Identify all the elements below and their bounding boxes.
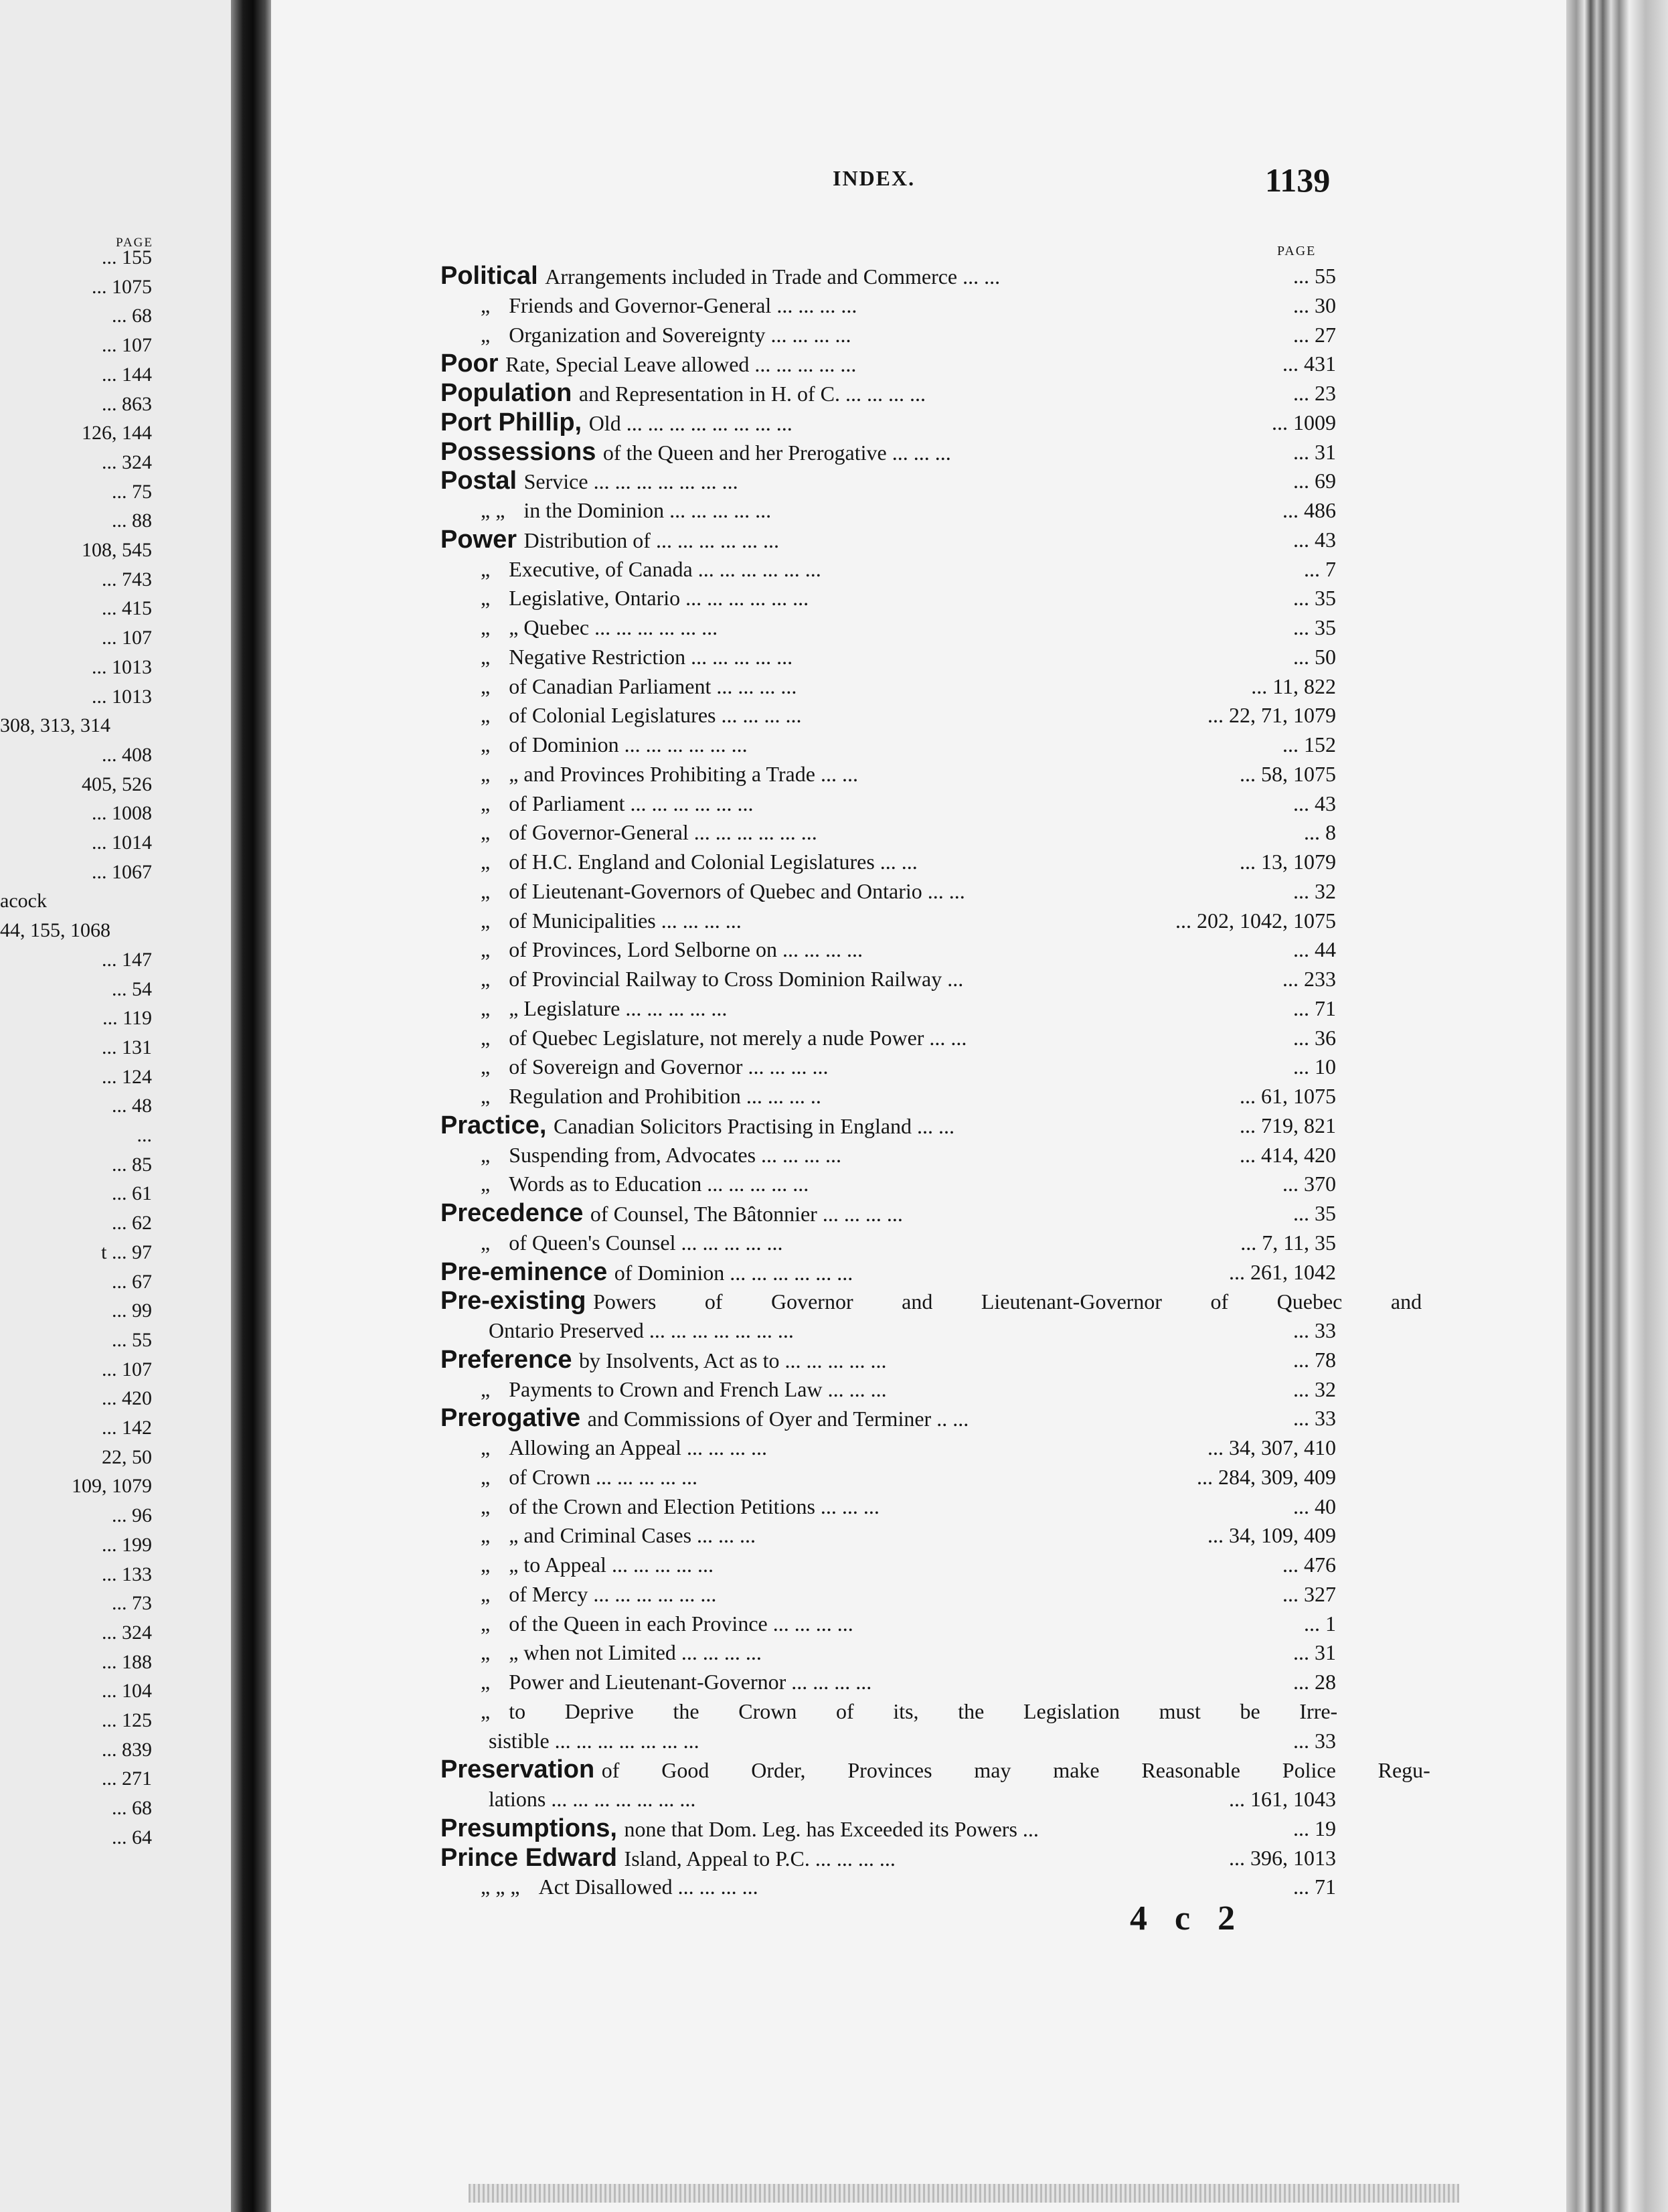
page-reference: ... 202, 1042, 1075 — [1175, 908, 1336, 933]
page-reference: ... 78 — [1293, 1347, 1336, 1372]
left-page-row: ... 107 — [102, 1358, 152, 1380]
index-entry — [440, 1755, 1430, 1784]
entry-text: Suspending from, Advocates ... ... ... ... — [509, 1142, 842, 1167]
page-reference: ... 71 — [1293, 1875, 1336, 1899]
entry-text: to Deprive the Crown of its, the Legislation must be Irre- — [509, 1698, 1338, 1723]
entry-text: Allowing an Appeal ... ... ... ... — [509, 1435, 767, 1459]
left-page-row: ... 1013 — [92, 685, 152, 708]
entry-text: of Governor-General ... ... ... ... ... ... — [509, 820, 817, 845]
entry-text: Powers of Governor and Lieutenant-Governor of Quebec and — [593, 1289, 1422, 1314]
ditto-mark: „ — [481, 1581, 491, 1606]
ditto-mark: „ — [481, 1464, 491, 1489]
ditto-mark: „ — [481, 878, 491, 903]
page-reference: ... 161, 1043 — [1229, 1787, 1336, 1811]
index-entry — [440, 466, 1336, 495]
index-entry — [440, 495, 1336, 525]
page-reference: ... 11, 822 — [1251, 674, 1336, 698]
index-entry — [440, 1550, 1336, 1579]
page-reference: ... 284, 309, 409 — [1197, 1464, 1336, 1489]
index-entry — [440, 1140, 1336, 1170]
left-page-row: ... 147 — [102, 948, 152, 971]
entry-heading: Presumptions, — [440, 1814, 624, 1842]
page-number: 1139 — [1265, 161, 1331, 199]
left-page-row: ... 133 — [102, 1563, 152, 1585]
index-entry — [440, 994, 1336, 1023]
entry-text: by Insolvents, Act as to ... ... ... ... ... — [579, 1348, 887, 1372]
entry-text: Friends and Governor-General ... ... ... ... — [509, 293, 857, 317]
ditto-mark: „ — [481, 732, 491, 757]
book-gutter — [231, 0, 271, 2212]
ditto-mark: „ — [481, 1494, 491, 1518]
ditto-mark: „ — [481, 967, 491, 991]
index-entry — [440, 1316, 1336, 1345]
entry-text: of Sovereign and Governor ... ... ... ... — [509, 1054, 829, 1079]
entry-text: of Canadian Parliament ... ... ... ... — [509, 674, 797, 698]
index-entry — [440, 525, 1336, 554]
page-reference: ... 69 — [1293, 469, 1336, 493]
left-page-row: ... 88 — [112, 509, 152, 532]
ditto-mark: „ — [481, 615, 491, 639]
index-entry — [440, 583, 1336, 613]
page-reference: ... 414, 420 — [1240, 1142, 1336, 1167]
page-reference: ... 43 — [1293, 791, 1336, 815]
entry-text: and Commissions of Oyer and Terminer .. ... — [587, 1407, 969, 1431]
entry-text: sistible ... ... ... ... ... ... ... — [489, 1728, 699, 1753]
ditto-mark: „ — [481, 1230, 491, 1255]
entry-text: „ Legislature ... ... ... ... ... — [509, 996, 728, 1020]
entry-text: Organization and Sovereignty ... ... ... ... — [509, 322, 851, 347]
left-page-row: ... 1008 — [92, 802, 152, 825]
index-entry — [440, 1286, 1422, 1316]
page-reference: ... 27 — [1293, 322, 1336, 347]
ditto-mark: „ — [481, 1670, 491, 1694]
left-page-row: ... 324 — [102, 1621, 152, 1644]
left-page-row: ... 155 — [102, 246, 152, 268]
left-page-row: ... 199 — [102, 1533, 152, 1556]
index-entry — [440, 1052, 1336, 1081]
entry-text: of Municipalities ... ... ... ... — [509, 908, 742, 933]
left-page-row: ... 408 — [102, 743, 152, 766]
left-page-row: ... 125 — [102, 1709, 152, 1731]
left-page-row: ... 839 — [102, 1738, 152, 1761]
entry-text: of Queen's Counsel ... ... ... ... ... — [509, 1230, 783, 1255]
page-reference: ... 327 — [1282, 1581, 1336, 1606]
page-reference: ... 28 — [1293, 1670, 1336, 1694]
index-entry — [440, 1843, 1336, 1873]
entry-text: „ when not Limited ... ... ... ... — [509, 1640, 762, 1665]
page-reference: ... 30 — [1293, 293, 1336, 317]
entry-heading: Prince Edward — [440, 1843, 624, 1872]
left-page-row: 108, 545 — [82, 539, 152, 561]
entry-text: „ Quebec ... ... ... ... ... ... — [509, 615, 718, 639]
entry-text: of Dominion ... ... ... ... ... ... — [614, 1260, 853, 1285]
entry-heading: Practice, — [440, 1111, 554, 1139]
page-reference: ... 35 — [1293, 1201, 1336, 1225]
index-entry — [440, 672, 1336, 701]
left-page-row: ... 61 — [112, 1182, 152, 1205]
ditto-mark: „ — [481, 1435, 491, 1459]
ditto-mark: „ — [481, 908, 491, 933]
ditto-mark: „ — [481, 674, 491, 698]
page-reference: ... 19 — [1293, 1816, 1336, 1840]
page-reference: ... 476 — [1282, 1553, 1336, 1577]
entry-text: in the Dominion ... ... ... ... ... — [523, 498, 772, 522]
page-reference: ... 719, 821 — [1240, 1113, 1336, 1137]
ditto-mark: „ — [481, 556, 491, 581]
left-page-row: 126, 144 — [82, 422, 152, 445]
ditto-mark: „ — [481, 761, 491, 786]
entry-text: of Good Order, Provinces may make Reasonable Police Regu- — [601, 1758, 1430, 1783]
page-reference: ... 34, 109, 409 — [1207, 1523, 1336, 1548]
page-reference: ... 370 — [1282, 1172, 1336, 1196]
index-entry — [440, 1374, 1336, 1404]
index-entry — [440, 1111, 1336, 1140]
left-page-row: ... 324 — [102, 451, 152, 473]
page-reference: ... 1009 — [1272, 410, 1336, 434]
entry-text: Act Disallowed ... ... ... ... — [538, 1875, 758, 1899]
ditto-mark: „ — [481, 1698, 491, 1723]
page-reference: ... 35 — [1293, 615, 1336, 639]
index-entry — [440, 1462, 1336, 1492]
entry-text: Negative Restriction ... ... ... ... ... — [509, 644, 793, 669]
left-page-row: ... 142 — [102, 1417, 152, 1439]
entry-heading: Political — [440, 262, 546, 290]
left-page-row: acock — [0, 890, 47, 913]
entry-text: Power and Lieutenant-Governor ... ... ... ... — [509, 1670, 872, 1694]
page-reference: ... 55 — [1293, 264, 1336, 288]
index-entry — [440, 291, 1336, 320]
page-reference: ... 33 — [1293, 1406, 1336, 1431]
page-reference: ... 1 — [1304, 1611, 1336, 1636]
entry-text: Executive, of Canada ... ... ... ... ... ... — [509, 556, 821, 581]
entry-heading: Port Phillip, — [440, 408, 589, 437]
index-entry — [440, 1696, 1336, 1726]
page-reference: ... 261, 1042 — [1229, 1259, 1336, 1284]
entry-text: „ and Criminal Cases ... ... ... — [509, 1523, 756, 1548]
entry-heading: Pre-eminence — [440, 1257, 614, 1286]
index-entry — [440, 613, 1336, 642]
page-reference: ... 233 — [1282, 967, 1336, 991]
entry-text: of Quebec Legislature, not merely a nude Power ... ... — [509, 1025, 967, 1050]
entry-text: of Colonial Legislatures ... ... ... ... — [509, 703, 802, 728]
index-entry — [440, 1169, 1336, 1198]
left-page-row: 44, 155, 1068 — [0, 919, 110, 942]
page-reference: ... 23 — [1293, 381, 1336, 405]
page-reference: ... 431 — [1282, 351, 1336, 376]
index-entry — [440, 1638, 1336, 1667]
index-entry — [440, 847, 1336, 876]
page-reference: ... 7 — [1304, 556, 1336, 581]
page-reference: ... 32 — [1293, 1376, 1336, 1401]
ditto-mark: „ „ „ — [481, 1875, 520, 1899]
entry-text: Island, Appeal to P.C. ... ... ... ... — [624, 1846, 896, 1871]
page-reference: ... 50 — [1293, 644, 1336, 669]
page-reference: ... 34, 307, 410 — [1207, 1435, 1336, 1459]
entry-heading: Preference — [440, 1345, 580, 1374]
ditto-mark: „ — [481, 1142, 491, 1167]
ditto-mark: „ — [481, 293, 491, 317]
index-entry — [440, 1081, 1336, 1111]
page-reference: ... 22, 71, 1079 — [1207, 703, 1336, 728]
left-page-row: 405, 526 — [82, 773, 152, 795]
index-entry — [440, 554, 1336, 584]
entry-text: and Representation in H. of C. ... ... ... ... — [578, 382, 926, 406]
entry-text: „ to Appeal ... ... ... ... ... — [509, 1553, 714, 1577]
ditto-mark: „ — [481, 1025, 491, 1050]
ditto-mark: „ — [481, 1084, 491, 1108]
left-page-row: ... 54 — [112, 977, 152, 1000]
entry-text: of Parliament ... ... ... ... ... ... — [509, 791, 754, 815]
entry-heading: Possessions — [440, 437, 603, 466]
ditto-mark: „ — [481, 820, 491, 845]
index-entry — [440, 1667, 1336, 1696]
entry-text: of the Queen and her Prerogative ... ... ... — [602, 440, 951, 465]
left-page-row: ... 85 — [112, 1153, 152, 1176]
left-page-row: ... 743 — [102, 568, 152, 590]
page-reference: ... 58, 1075 — [1240, 761, 1336, 786]
index-entry — [440, 1228, 1336, 1257]
index-entry — [440, 1345, 1336, 1374]
entry-text: „ and Provinces Prohibiting a Trade ... ... — [509, 761, 858, 786]
entry-text: Canadian Solicitors Practising in England ... ... — [554, 1113, 955, 1138]
ditto-mark: „ — [481, 1553, 491, 1577]
entry-text: of Provinces, Lord Selborne on ... ... ... ... — [509, 937, 863, 962]
left-page-row: ... 68 — [112, 305, 152, 327]
page-reference: ... 71 — [1293, 996, 1336, 1020]
index-entry — [440, 642, 1336, 672]
index-entry — [440, 1609, 1336, 1638]
entry-heading: Population — [440, 379, 579, 407]
ditto-mark: „ — [481, 1523, 491, 1548]
index-entry — [440, 1726, 1336, 1755]
index-entry — [440, 789, 1336, 818]
page-reference: ... 13, 1079 — [1240, 850, 1336, 874]
left-page-row: ... 271 — [102, 1767, 152, 1790]
entry-text: none that Dom. Leg. has Exceeded its Powers ... — [624, 1816, 1039, 1841]
left-page-row: ... 99 — [112, 1299, 152, 1322]
ditto-mark: „ — [481, 586, 491, 611]
page-reference: ... 35 — [1293, 586, 1336, 611]
entry-text: Legislative, Ontario ... ... ... ... ... ... — [509, 586, 809, 611]
index-entry — [440, 320, 1336, 349]
ditto-mark: „ — [481, 703, 491, 728]
left-page-row: ... 1075 — [92, 275, 152, 298]
left-page-row: 22, 50 — [102, 1445, 152, 1468]
left-page-row: ... 415 — [102, 597, 152, 620]
index-entry — [440, 1784, 1336, 1814]
ditto-mark: „ — [481, 1054, 491, 1079]
page-reference: ... 43 — [1293, 527, 1336, 552]
index-entry — [440, 906, 1336, 935]
left-page-row: ... 96 — [112, 1504, 152, 1527]
left-page-row: ... 863 — [102, 392, 152, 415]
left-page-row: ... 75 — [112, 480, 152, 503]
index-entry — [440, 935, 1336, 964]
left-page-row: t ... 97 — [101, 1241, 152, 1263]
left-page-row: ... 48 — [112, 1095, 152, 1117]
entry-text: of Dominion ... ... ... ... ... ... — [509, 732, 748, 757]
ditto-mark: „ — [481, 791, 491, 815]
page-title: INDEX. — [833, 166, 916, 190]
index-entry — [440, 261, 1336, 291]
entry-text: Old ... ... ... ... ... ... ... ... — [588, 410, 793, 435]
entry-text: Words as to Education ... ... ... ... ... — [509, 1172, 809, 1196]
left-page-row: ... 420 — [102, 1387, 152, 1410]
left-page-row: ... 68 — [112, 1797, 152, 1820]
entry-heading: Precedence — [440, 1199, 590, 1227]
left-page-row: ... 64 — [112, 1826, 152, 1848]
ditto-mark: „ — [481, 1640, 491, 1665]
left-page-row: ... 188 — [102, 1650, 152, 1673]
left-page-fragment — [0, 0, 231, 2212]
left-page-row: 109, 1079 — [72, 1475, 152, 1498]
entry-heading: Poor — [440, 349, 506, 378]
index-entry — [440, 817, 1336, 847]
entry-text: of Crown ... ... ... ... ... — [509, 1464, 697, 1489]
page-reference: ... 32 — [1293, 878, 1336, 903]
index-entry — [440, 1492, 1336, 1521]
ditto-mark: „ — [481, 1376, 491, 1401]
entry-heading: Pre-existing — [440, 1287, 594, 1316]
left-page-row: ... 55 — [112, 1328, 152, 1351]
entry-heading: Preservation — [440, 1755, 602, 1784]
entry-text: Arrangements included in Trade and Commerce ... ... — [545, 264, 1001, 289]
scan-bottom-strip — [469, 2184, 1459, 2203]
left-page-row: ... 1067 — [92, 860, 152, 883]
index-entry — [440, 1198, 1336, 1228]
index-entry — [440, 1872, 1336, 1901]
entry-text: of Mercy ... ... ... ... ... ... — [509, 1581, 717, 1606]
index-entry — [440, 1520, 1336, 1550]
left-page-row: ... 67 — [112, 1270, 152, 1293]
index-entry — [440, 964, 1336, 994]
ditto-mark: „ — [481, 937, 491, 962]
page-reference: ... 44 — [1293, 937, 1336, 962]
entry-text: of Lieutenant-Governors of Quebec and Ontario ... ... — [509, 878, 965, 903]
left-page-row: ... 107 — [102, 627, 152, 649]
entry-heading: Postal — [440, 467, 524, 495]
index-entry — [440, 1814, 1336, 1843]
entry-text: of H.C. England and Colonial Legislatures ... ... — [509, 850, 918, 874]
index-entry — [440, 759, 1336, 789]
entry-heading: Power — [440, 525, 524, 554]
ditto-mark: „ — [481, 996, 491, 1020]
entry-text: Payments to Crown and French Law ... ... ... — [509, 1376, 887, 1401]
entry-text: of the Crown and Election Petitions ... ... ... — [509, 1494, 880, 1518]
page-reference: ... 33 — [1293, 1728, 1336, 1753]
ditto-mark: „ — [481, 1172, 491, 1196]
page-reference: ... 31 — [1293, 439, 1336, 464]
page-reference: ... 61, 1075 — [1240, 1084, 1336, 1108]
page-reference: ... 8 — [1304, 820, 1336, 845]
page-reference: ... 10 — [1293, 1054, 1336, 1079]
page-reference: ... 486 — [1282, 498, 1336, 522]
index-entry — [440, 1023, 1336, 1052]
left-page-row: 308, 313, 314 — [0, 714, 110, 737]
index-entry — [440, 1403, 1336, 1433]
signature-mark: 4 c 2 — [1130, 1899, 1245, 1938]
page-reference: ... 33 — [1293, 1318, 1336, 1342]
left-page-row: ... 73 — [112, 1592, 152, 1615]
index-entry — [440, 1257, 1336, 1287]
left-page-row: ... 1013 — [92, 655, 152, 678]
entry-text: of Provincial Railway to Cross Dominion Railway ... — [509, 967, 964, 991]
page-reference: ... 40 — [1293, 1494, 1336, 1518]
left-page-row: ... 131 — [102, 1036, 152, 1058]
index-entry — [440, 437, 1336, 467]
left-page-row: ... 1014 — [92, 832, 152, 854]
ditto-mark: „ — [481, 1611, 491, 1636]
index-entry — [440, 876, 1336, 906]
entry-text: lations ... ... ... ... ... ... ... — [489, 1787, 696, 1811]
ditto-mark: „ — [481, 322, 491, 347]
left-page-row: ... 124 — [102, 1065, 152, 1088]
left-page-row: ... 144 — [102, 363, 152, 386]
entry-text: Regulation and Prohibition ... ... ... .. — [509, 1084, 821, 1108]
ditto-mark: „ — [481, 850, 491, 874]
page-column-label: PAGE — [1277, 244, 1317, 258]
index-entry — [440, 378, 1336, 408]
left-page-row: ... 107 — [102, 334, 152, 357]
index-entry — [440, 408, 1336, 437]
left-page-column-label: PAGE — [116, 236, 153, 250]
page-reference: ... 31 — [1293, 1640, 1336, 1665]
page-reference: ... 396, 1013 — [1229, 1845, 1336, 1870]
left-page-row: ... 119 — [102, 1007, 152, 1030]
page-reference: ... 7, 11, 35 — [1240, 1230, 1336, 1255]
entry-text: of the Queen in each Province ... ... ... ... — [509, 1611, 853, 1636]
ditto-mark: „ — [481, 644, 491, 669]
entry-text: Rate, Special Leave allowed ... ... ... ... ... — [505, 352, 857, 377]
ditto-mark: „ „ — [481, 498, 505, 522]
left-page-row: ... 104 — [102, 1680, 152, 1703]
entry-text: Service ... ... ... ... ... ... ... — [523, 469, 738, 494]
page-edges — [1566, 0, 1668, 2212]
left-page-row: ... — [137, 1124, 152, 1146]
index-entry — [440, 349, 1336, 378]
entry-text: Distribution of ... ... ... ... ... ... — [523, 528, 779, 552]
index-entry — [440, 730, 1336, 759]
entry-text: of Counsel, The Bâtonnier ... ... ... ... — [590, 1202, 903, 1226]
entry-text: Ontario Preserved ... ... ... ... ... ... ... — [489, 1318, 794, 1342]
left-page-row: ... 62 — [112, 1212, 152, 1235]
entry-heading: Prerogative — [440, 1404, 588, 1433]
index-entry — [440, 1579, 1336, 1609]
index-entry — [440, 1433, 1336, 1462]
page-reference: ... 36 — [1293, 1025, 1336, 1050]
index-entry — [440, 700, 1336, 730]
page-reference: ... 152 — [1282, 732, 1336, 757]
